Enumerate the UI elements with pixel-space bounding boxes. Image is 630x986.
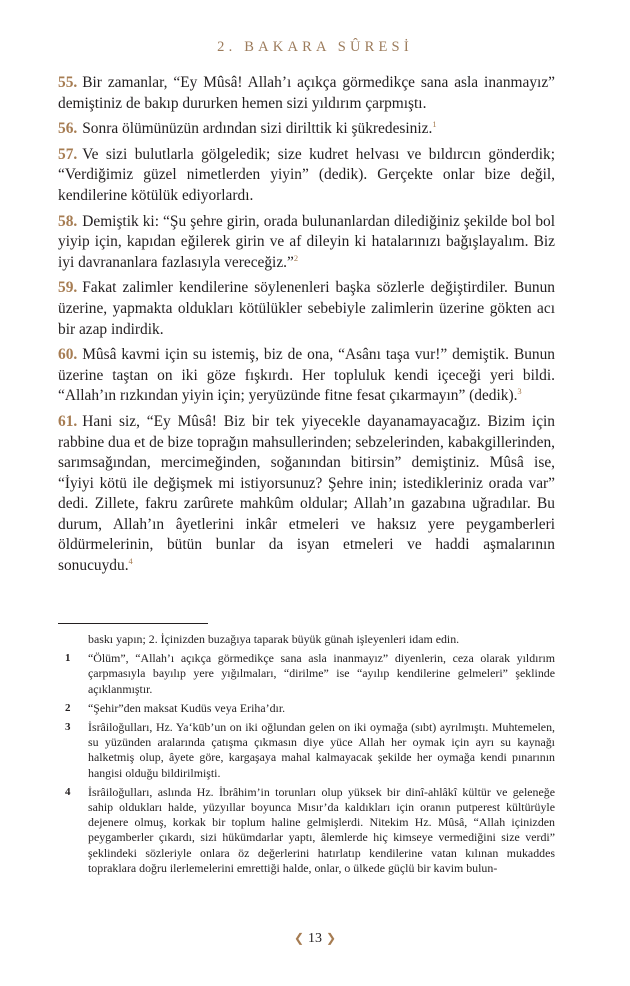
verse-text: Sonra ölümünüzün ardından sizi dirilttik ki şükredesiniz. bbox=[82, 120, 433, 138]
running-header: 2. BAKARA SÛRESİ bbox=[217, 39, 413, 55]
footnote-ref[interactable]: 2 bbox=[293, 252, 299, 263]
footnote-number: 3 bbox=[65, 721, 71, 734]
footnote-number: 4 bbox=[65, 785, 71, 798]
footnote-ref[interactable]: 4 bbox=[128, 555, 133, 566]
footnote-1 bbox=[58, 651, 555, 697]
verse-number: 59. bbox=[58, 279, 78, 297]
verse-number: 57. bbox=[58, 145, 78, 163]
verse-59 bbox=[58, 278, 555, 340]
verse-block bbox=[58, 73, 555, 582]
footnotes bbox=[58, 632, 555, 880]
verse-57 bbox=[58, 145, 555, 207]
footnote-2 bbox=[58, 701, 555, 716]
verse-60 bbox=[58, 345, 555, 407]
verse-text: Fakat zalimler kendilerine söylenenleri başka sözlerle değiştirdiler. Bunun üzerine, yapmakta oldukları kötülükler sebebiyle zalimlerin üzerine gökten acı bir azap indirdik. bbox=[58, 279, 555, 338]
verse-56 bbox=[58, 119, 555, 140]
footnote-number: 2 bbox=[65, 701, 71, 714]
footnote-number: 1 bbox=[65, 652, 71, 665]
verse-number: 55. bbox=[58, 74, 78, 91]
verse-55 bbox=[58, 73, 555, 114]
footnote-text: “Şehir”den maksat Kudüs veya Eriha’dır. bbox=[88, 700, 286, 715]
left-ornament-icon: ❮ bbox=[293, 931, 304, 945]
footnote-text: “Ölüm”, “Allah’ı açıkça görmedikçe sana asla inanmayız” diyenlerin, ceza olarak yıldırım çarpmasıyla bayılıp yere yığılmaları, “dirilme” ise “ayılıp kendilerine gelmeleri” şeklinde açıklanmıştır. bbox=[88, 651, 555, 696]
footnote-3 bbox=[58, 720, 555, 781]
page-footer bbox=[0, 931, 630, 947]
footnote-ref[interactable]: 1 bbox=[432, 119, 437, 130]
verse-text: Demiştik ki: “Şu şehre girin, orada bulunanlardan dilediğiniz şekilde bol bol yiyip için, kapıdan eğilerek girin ve af dileyin ki hatalarınızı bağışlayalım. Biz iyi davrananlara fazlasıyla vereceğiz.” bbox=[58, 212, 555, 271]
verse-text: Ve sizi bulutlarla gölgeledik; size kudret helvası ve bıldırcın gönderdik; “Verdiğimiz güzel nimetlerden yiyin” (dedik). Gerçekte onlar bize değil, kendilerine kötülük ediyorlardı. bbox=[58, 145, 555, 204]
verse-number: 56. bbox=[58, 120, 78, 138]
verse-text: Bir zamanlar, “Ey Mûsâ! Allah’ı açıkça görmedikçe sana asla inanmayız” demiştiniz de bakıp dururken hemen sizi yıldırım çarpmıştı. bbox=[58, 74, 555, 112]
footnote-continuation: baskı yapın; 2. İçinizden buzağıya taparak büyük günah işleyenleri idam edin. bbox=[88, 632, 460, 646]
footnote-text: İsrâiloğulları, Hz. Ya‘kūb’un on iki oğlundan gelen on iki oymağa (sıbt) ayrılmıştı. Muhtemelen, su yüzünden aralarında çatışma çıkmasın diye yüce Allah her oymak için ayrı su kaynağı halketmiş olup, âyete göre, kargaşaya mahal kalmayacak şekilde her oymağa kendi pınarının hangisi olduğu bildirilmişti. bbox=[88, 720, 555, 780]
page-number: 13 bbox=[308, 931, 322, 946]
footnote-ref[interactable]: 3 bbox=[517, 386, 522, 397]
verse-number: 58. bbox=[58, 212, 78, 230]
verse-text: Mûsâ kavmi için su istemiş, biz de ona, “Asânı taşa vur!” demiştik. Bunun üzerine taştan on iki göze fışkırdı. Her topluluk kendi içeceği yeri bildi. “Allah’ın rızkından yiyin için; yeryüzünde fitne fesat çıkarmayın” (dedik). bbox=[58, 346, 555, 405]
verse-text: Hani siz, “Ey Mûsâ! Biz bir tek yiyecekle dayanamayacağız. Bizim için rabbine dua et de bize toprağın mahsullerinden; sebzelerinden, kabakgillerinden, sarımsağından, mercimeğinden, soğanından bitirsin” demiştiniz. Mûsâ ise, “İyiyi kötü ile değişmek mi istiyorsunuz? Şehre inin; istedikleriniz orada var” dedi. Zillete, fakru zarûrete mahkûm oldular; Allah’ın gazabına uğradılar. Bu durum, Allah’ın âyetlerini inkâr etmeleri ve haksız yere peygamberleri öldürmelerinin, bütün bunlar da isyan etmeleri ve haddi aşmalarının sonucuydu. bbox=[58, 412, 555, 575]
right-ornament-icon: ❯ bbox=[326, 931, 337, 945]
verse-58 bbox=[58, 212, 555, 274]
footnote-text: İsrâiloğulları, aslında Hz. İbrâhim’in torunları olup yüksek bir dinî-ahlâkî kültür ve geleneğe sahip oldukları halde, yüzyıllar boyunca Mısır’da kaldıkları için oranın putperest kültürüyle dejenere olmuş, korkak bir toplum haline gelmişlerdi. Nitekim Hz. Mûsâ, “Allah içinizden peygamberler çıkardı, sizi hükümdarlar yaptı, âlemlerde hiç kimseye vermediğini size verdi” şeklindeki sözleriyle onlara öz değerlerini hatırlatıp kendilerine vatan kılınan mukaddes topraklara doğru ilerlemelerini emrettiği halde, onlar, o ülkede güçlü bir kavim bulun- bbox=[88, 784, 555, 875]
verse-number: 60. bbox=[58, 346, 78, 364]
footnote-4 bbox=[58, 785, 555, 876]
verse-number: 61. bbox=[58, 412, 78, 430]
footnote-divider bbox=[58, 623, 208, 624]
verse-61 bbox=[58, 412, 555, 577]
